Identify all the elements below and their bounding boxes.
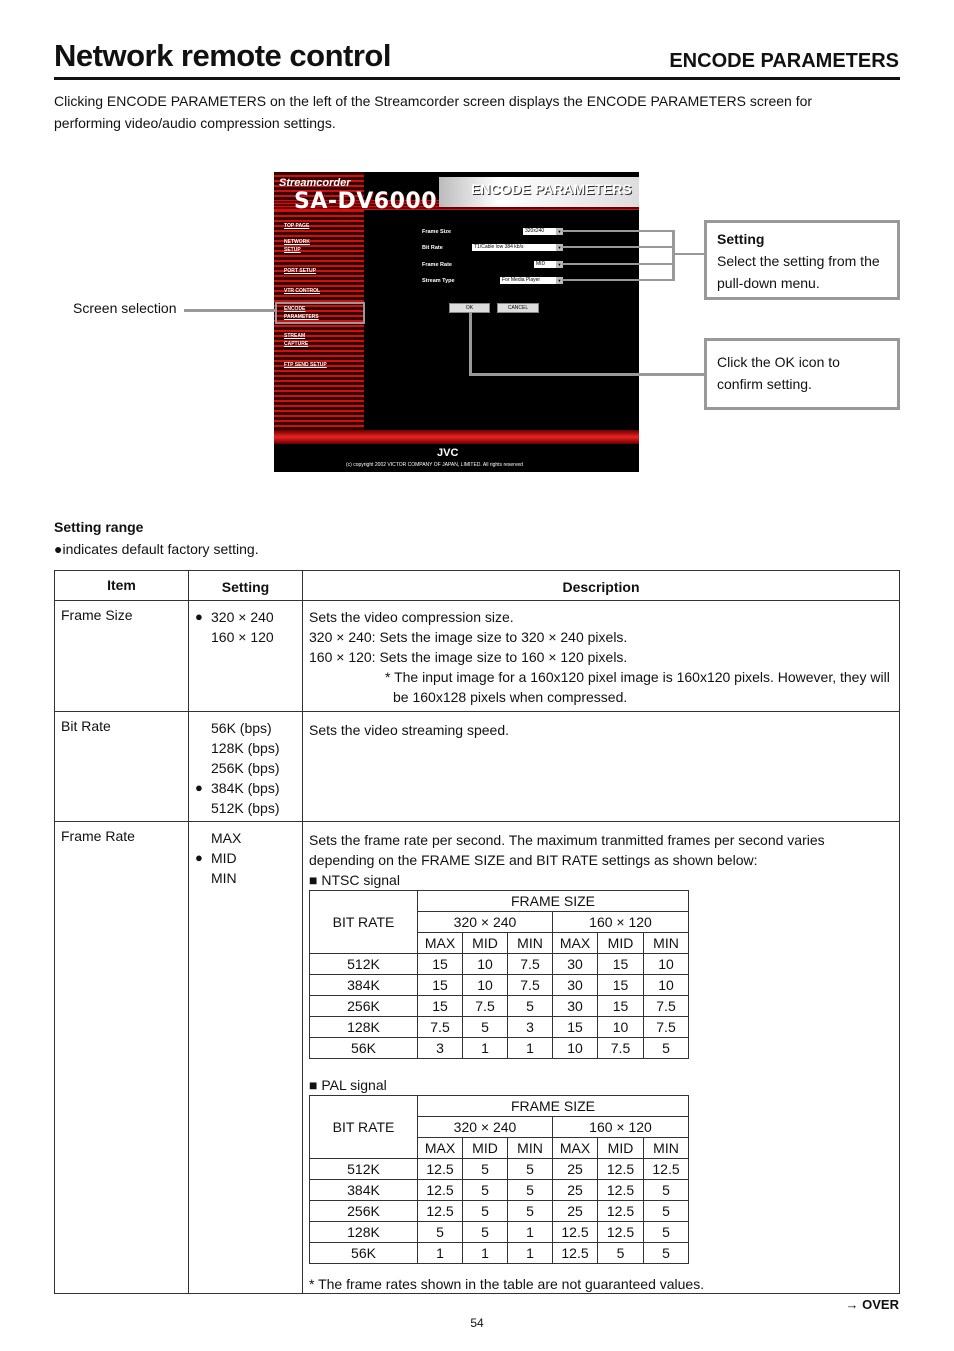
table-cell: 30 [553, 996, 598, 1017]
rate-col-header: MIN [508, 933, 553, 954]
table-cell: 12.5 [418, 1159, 463, 1180]
table-cell: 10 [463, 975, 508, 996]
table-cell: 5 [463, 1159, 508, 1180]
bit-rate-header: BIT RATE [310, 891, 418, 954]
square-bullet-icon: ■ [309, 1077, 322, 1093]
stream-type-select[interactable] [500, 277, 563, 284]
field-label-frame-size: Frame Size [422, 229, 452, 235]
leader-to-callout [672, 253, 705, 255]
pal-label-text: PAL signal [321, 1077, 387, 1093]
table-row [310, 1038, 689, 1059]
screen-selection-leader [184, 309, 276, 312]
rate-col-header: MAX [418, 933, 463, 954]
table-row [310, 1180, 689, 1201]
table-cell: 1 [508, 1222, 553, 1243]
table-cell: 5 [644, 1180, 689, 1201]
brand-small: Streamcorder [279, 177, 351, 189]
table-row [310, 1222, 689, 1243]
desc-line: Sets the video compression size. [309, 609, 514, 625]
cancel-button[interactable]: CANCEL [497, 303, 539, 313]
table-cell: 12.5 [598, 1201, 644, 1222]
table-cell: 1 [463, 1243, 508, 1264]
ok-leader-horizontal [469, 373, 705, 376]
setting-frame-rate [189, 822, 303, 1293]
row-frame-size [55, 601, 899, 712]
table-cell: 15 [598, 954, 644, 975]
rate-col-header: MID [463, 1138, 508, 1159]
table-cell: 1 [508, 1038, 553, 1059]
rate-col-header: MIN [508, 1138, 553, 1159]
option: 128K (bps) [211, 740, 280, 756]
table-cell: 12.5 [598, 1180, 644, 1201]
desc-bit-rate: Sets the video streaming speed. [309, 722, 510, 738]
table-cell: 5 [463, 1017, 508, 1038]
table-row [310, 1243, 689, 1264]
desc-text: Sets the frame rate per second. The maximum tranmitted frames per second varies depending on the FRAME SIZE and BIT RATE settings as shown below: [309, 832, 825, 868]
table-cell: 12.5 [598, 1159, 644, 1180]
table-cell: 25 [553, 1159, 598, 1180]
table-cell: 10 [644, 954, 689, 975]
option-default: ● 384K (bps) [195, 778, 296, 798]
table-cell: 25 [553, 1201, 598, 1222]
table-cell: 384K [310, 975, 418, 996]
desc-note: * The input image for a 160x120 pixel image is 160x120 pixels. However, they will be 160x128 pixels when compressed. [385, 669, 890, 705]
pal-label [309, 1075, 893, 1095]
table-row [310, 1017, 689, 1038]
table-row [310, 996, 689, 1017]
table-cell: 7.5 [644, 996, 689, 1017]
page-number: 54 [470, 1316, 484, 1330]
bit-rate-header: BIT RATE [310, 1096, 418, 1159]
table-cell: 7.5 [508, 975, 553, 996]
table-cell: 256K [310, 1201, 418, 1222]
table-cell: 5 [418, 1222, 463, 1243]
field-label-frame-rate: Frame Rate [422, 262, 452, 268]
table-cell: 3 [508, 1017, 553, 1038]
setting-range-note-text: indicates default factory setting. [62, 541, 259, 557]
table-cell: 512K [310, 954, 418, 975]
setting-callout-text: Select the setting from the pull-down menu. [717, 253, 880, 291]
nav-network-setup[interactable]: NETWORK SETUP [284, 239, 310, 253]
nav-port-setup[interactable]: PORT SETUP [284, 268, 316, 274]
table-cell: 12.5 [644, 1159, 689, 1180]
ntsc-rate-table [309, 890, 689, 1059]
table-cell: 5 [463, 1180, 508, 1201]
table-row [310, 1201, 689, 1222]
table-cell: 1 [463, 1038, 508, 1059]
table-cell: 12.5 [418, 1201, 463, 1222]
table-cell: 5 [644, 1222, 689, 1243]
table-cell: 5 [463, 1222, 508, 1243]
page-title: Network remote control [54, 38, 391, 73]
table-cell: 128K [310, 1222, 418, 1243]
ntsc-label [309, 870, 893, 890]
copyright: (c) copyright 2002 VICTOR COMPANY OF JAPAN, LIMITED. All rights reserved [346, 462, 523, 468]
intro-text: Clicking ENCODE PARAMETERS on the left of the Streamcorder screen displays the ENCODE PARAMETERS screen for performing video/audio compression settings. [54, 93, 813, 131]
screen-title: ENCODE PARAMETERS [471, 181, 632, 197]
frame-rate-select[interactable] [534, 261, 563, 268]
option: 160 × 120 [211, 629, 274, 645]
leader-vertical [672, 230, 675, 281]
table-cell: 15 [553, 1017, 598, 1038]
option: 512K (bps) [211, 800, 280, 816]
table-cell: 30 [553, 954, 598, 975]
table-cell: 30 [553, 975, 598, 996]
table-cell: 512K [310, 1159, 418, 1180]
option: 56K (bps) [211, 720, 272, 736]
screen-selection-highlight [275, 302, 365, 324]
table-cell: 12.5 [418, 1180, 463, 1201]
bottom-red-bar [274, 430, 639, 444]
default-bullet-icon: ● [54, 541, 63, 557]
field-label-bit-rate: Bit Rate [422, 245, 443, 251]
ok-leader-vertical [469, 312, 472, 376]
setting-frame-size [189, 601, 303, 711]
bit-rate-select[interactable] [472, 244, 563, 251]
table-cell: 15 [418, 996, 463, 1017]
section-title: ENCODE PARAMETERS [669, 50, 899, 72]
rate-col-header: MAX [553, 933, 598, 954]
frame-size-header: FRAME SIZE [418, 891, 689, 912]
pal-rate-table [309, 1095, 689, 1264]
jvc-logo: JVC [437, 447, 459, 459]
table-cell: 7.5 [463, 996, 508, 1017]
table-row [310, 891, 689, 912]
option: 256K (bps) [211, 760, 280, 776]
rate-col-header: MID [598, 933, 644, 954]
rate-col-header: MID [463, 933, 508, 954]
table-row [310, 975, 689, 996]
option-default: ● MID [195, 848, 296, 868]
nav-ftp-send-setup[interactable]: FTP SEND SETUP [284, 362, 327, 368]
field-label-stream-type: Stream Type [422, 278, 455, 284]
table-cell: 12.5 [598, 1222, 644, 1243]
table-header-row [55, 571, 899, 601]
table-cell: 3 [418, 1038, 463, 1059]
rate-col-header: MIN [644, 1138, 689, 1159]
table-row [310, 1096, 689, 1117]
table-cell: 5 [644, 1038, 689, 1059]
header-description: Description [562, 579, 640, 595]
size-header: 320 × 240 [418, 912, 553, 933]
table-cell: 56K [310, 1038, 418, 1059]
chevron-down-icon: ▼ [557, 229, 562, 234]
table-cell: 5 [644, 1201, 689, 1222]
bit-rate-value: T1/Cable low 384 kb/s [474, 244, 524, 250]
header-rule [54, 77, 900, 80]
table-cell: 1 [508, 1243, 553, 1264]
table-cell: 15 [418, 975, 463, 996]
table-cell: 12.5 [553, 1243, 598, 1264]
size-header: 160 × 120 [553, 1117, 689, 1138]
table-cell: 7.5 [508, 954, 553, 975]
settings-table [54, 570, 900, 1294]
table-cell: 10 [553, 1038, 598, 1059]
nav-top-page[interactable]: TOP PAGE [284, 223, 310, 229]
leader-frame-rate [562, 263, 674, 265]
table-cell: 56K [310, 1243, 418, 1264]
table-cell: 5 [508, 1159, 553, 1180]
square-bullet-icon: ■ [309, 872, 322, 888]
leader-frame-size [562, 230, 674, 232]
ok-button[interactable]: OK [449, 303, 490, 313]
table-cell: 5 [508, 1180, 553, 1201]
table-cell: 15 [598, 996, 644, 1017]
frame-rate-value: MID [536, 261, 546, 267]
table-cell: 256K [310, 996, 418, 1017]
setting-callout [704, 220, 900, 300]
nav-stream-capture[interactable]: STREAM CAPTURE [284, 333, 309, 347]
table-row [310, 954, 689, 975]
over-indicator: → OVER [845, 1297, 899, 1312]
table-cell: 5 [463, 1201, 508, 1222]
leader-stream-type [562, 279, 674, 281]
option: MAX [211, 830, 242, 846]
rate-col-header: MAX [418, 1138, 463, 1159]
setting-range-note [54, 541, 259, 557]
table-cell: 7.5 [598, 1038, 644, 1059]
table-cell: 5 [644, 1243, 689, 1264]
table-cell: 5 [508, 996, 553, 1017]
brand-large: SA-DV6000 [294, 189, 438, 214]
row-bit-rate [55, 712, 899, 822]
item-frame-rate: Frame Rate [55, 822, 189, 1293]
rate-col-header: MIN [644, 933, 689, 954]
setting-callout-title: Setting [717, 231, 765, 247]
desc-frame-size [303, 601, 899, 711]
table-cell: 15 [418, 954, 463, 975]
table-cell: 128K [310, 1017, 418, 1038]
option: MIN [211, 870, 237, 886]
leader-bit-rate [562, 246, 674, 248]
chevron-down-icon: ▼ [557, 245, 562, 250]
table-cell: 10 [463, 954, 508, 975]
table-cell: 7.5 [644, 1017, 689, 1038]
frame-size-value: 320x240 [525, 228, 545, 234]
desc-frame-rate [303, 822, 899, 1293]
setting-range-title: Setting range [54, 519, 144, 535]
option-default: ● 320 × 240 [195, 607, 296, 627]
table-cell: 12.5 [553, 1222, 598, 1243]
chevron-down-icon: ▼ [557, 278, 562, 283]
frame-size-select[interactable] [523, 228, 563, 235]
stream-type-value: For Media Player [502, 277, 541, 283]
ok-callout-text: Click the OK icon to confirm setting. [717, 354, 840, 392]
chevron-down-icon: ▼ [557, 262, 562, 267]
desc-line: 320 × 240: Sets the image size to 320 × 240 pixels. [309, 629, 628, 645]
table-cell: 5 [508, 1201, 553, 1222]
size-header: 160 × 120 [553, 912, 689, 933]
table-row [310, 1159, 689, 1180]
row-frame-rate [55, 822, 899, 1293]
screen-selection-label: Screen selection [73, 300, 177, 316]
table-cell: 25 [553, 1180, 598, 1201]
frame-size-header: FRAME SIZE [418, 1096, 689, 1117]
table-cell: 10 [644, 975, 689, 996]
item-frame-size: Frame Size [55, 601, 189, 711]
setting-bit-rate [189, 712, 303, 821]
size-header: 320 × 240 [418, 1117, 553, 1138]
rate-col-header: MAX [553, 1138, 598, 1159]
header-item: Item [55, 571, 189, 600]
nav-encode-parameters[interactable]: ENCODE PARAMETERS [284, 306, 319, 320]
header-setting: Setting [189, 571, 303, 600]
streamcorder-screenshot [274, 172, 639, 472]
footnote: * The frame rates shown in the table are not guaranteed values. [309, 1276, 705, 1292]
item-bit-rate: Bit Rate [55, 712, 189, 821]
ntsc-label-text: NTSC signal [321, 872, 400, 888]
ok-callout [704, 338, 900, 410]
rate-col-header: MID [598, 1138, 644, 1159]
table-cell: 5 [598, 1243, 644, 1264]
table-cell: 7.5 [418, 1017, 463, 1038]
table-cell: 10 [598, 1017, 644, 1038]
table-cell: 1 [418, 1243, 463, 1264]
table-cell: 15 [598, 975, 644, 996]
desc-line: 160 × 120: Sets the image size to 160 × 120 pixels. [309, 649, 628, 665]
nav-vtr-control[interactable]: VTR CONTROL [284, 288, 321, 294]
table-cell: 384K [310, 1180, 418, 1201]
